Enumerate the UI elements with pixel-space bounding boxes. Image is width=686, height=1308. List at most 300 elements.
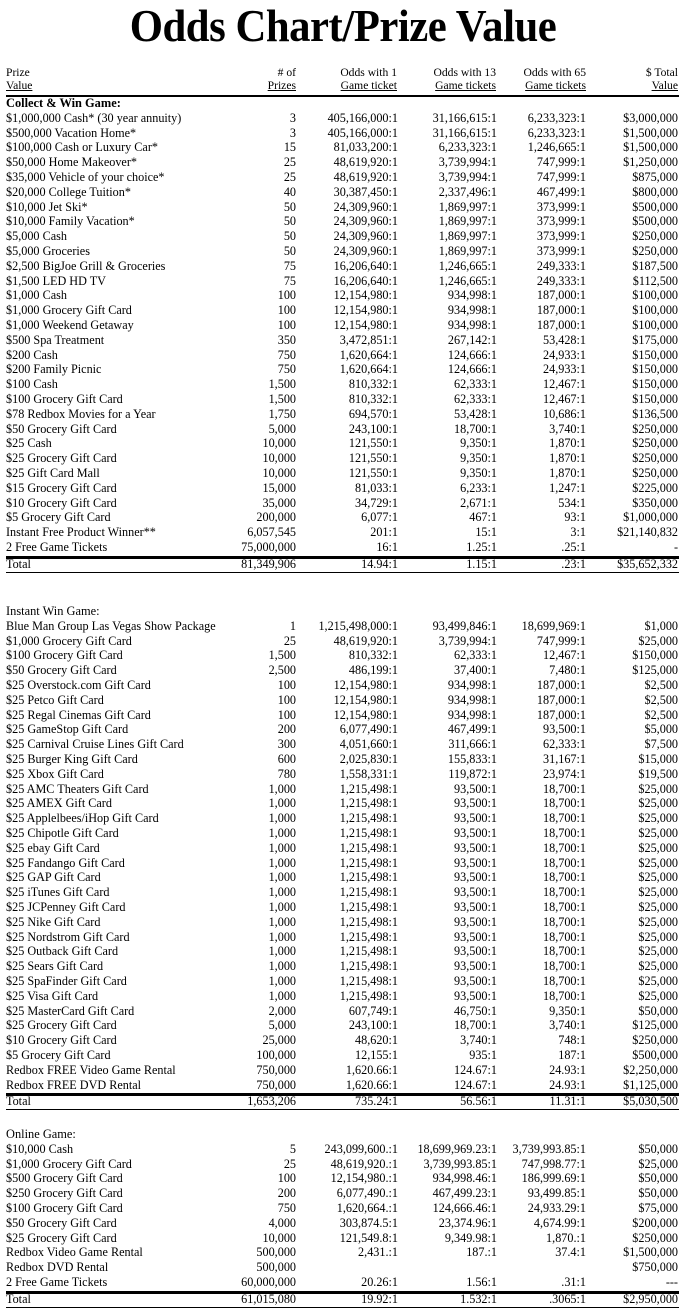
total-value: $50,000 — [638, 1141, 678, 1156]
total-value: $19,500 — [638, 766, 678, 781]
prize-count: 780 — [277, 766, 296, 781]
section-heading: Instant Win Game: — [6, 604, 100, 618]
odds-65: 187,000:1 — [536, 318, 586, 332]
table-row — [0, 678, 686, 693]
prize-count: 750 — [277, 362, 296, 377]
prize-count: 75 — [283, 258, 296, 273]
odds-13: 62,333:1 — [454, 392, 497, 406]
total-value: $50,000 — [638, 1003, 678, 1018]
prize-name: 2 Free Game Tickets — [6, 1275, 108, 1289]
odds-1: 4,051,660:1 — [339, 737, 398, 752]
total-value: $1,000,000 — [623, 510, 678, 525]
odds-1: 20.26:1 — [361, 1275, 398, 1289]
table-row — [0, 1201, 686, 1216]
odds-13: 934,998:1 — [447, 707, 497, 722]
odds-1: 48,619,920:1 — [333, 170, 398, 184]
prize-name: $5 Grocery Gift Card — [6, 1048, 111, 1062]
prize-count: 10,000 — [262, 1230, 296, 1245]
prize-name: $10,000 Jet Ski* — [6, 199, 88, 214]
odds-13: 935:1 — [469, 1048, 497, 1062]
total-value: $150,000 — [632, 377, 678, 392]
total-value: $25,000 — [638, 855, 678, 870]
table-row — [0, 693, 686, 708]
total-row — [0, 1292, 686, 1307]
prize-count: 1,750 — [268, 406, 296, 421]
prize-count: 1,000 — [268, 781, 296, 796]
prize-name: $25 Grocery Gift Card — [6, 1018, 117, 1033]
odds-1: 12,154,980.:1 — [330, 1171, 398, 1186]
odds-1: 1,215,498:1 — [339, 781, 398, 796]
odds-13: 934,998:1 — [447, 318, 497, 332]
table-row — [0, 510, 686, 525]
prize-count: 1,653,206 — [247, 1094, 296, 1109]
total-value: $25,000 — [638, 1156, 678, 1171]
odds-65: 24.93:1 — [549, 1062, 586, 1077]
odds-65: 24,933:1 — [543, 347, 586, 362]
prize-count: 6,057,545 — [247, 525, 296, 540]
odds-65: 187,000:1 — [536, 692, 586, 707]
total-value: $500,000 — [632, 199, 678, 214]
total-value: $100,000 — [632, 288, 678, 303]
prize-count: 2,500 — [268, 663, 296, 678]
prize-name: $1,000 Grocery Gift Card — [6, 303, 132, 318]
prize-name: 2 Free Game Tickets — [6, 540, 108, 554]
prize-count: 200 — [277, 722, 296, 737]
table-row — [0, 663, 686, 678]
total-value: $200,000 — [632, 1215, 678, 1230]
prize-name: $25 Grocery Gift Card — [6, 1230, 117, 1245]
odds-65: 18,699,969:1 — [521, 618, 586, 633]
table-row — [0, 333, 686, 348]
odds-65: 24,933.29:1 — [527, 1201, 586, 1215]
odds-1: 810,332:1 — [348, 392, 398, 406]
prize-count: 750,000 — [256, 1062, 296, 1077]
prize-name: $2,500 BigJoe Grill & Groceries — [6, 258, 166, 273]
prize-count: 3 — [289, 110, 296, 125]
odds-1: 1,215,498:1 — [339, 811, 398, 826]
odds-13: 124,666.46:1 — [432, 1201, 497, 1215]
table-row — [0, 885, 686, 900]
total-value: $250,000 — [632, 244, 678, 258]
prize-count: 1,000 — [268, 796, 296, 811]
odds-1: 24,309,960:1 — [333, 214, 398, 229]
odds-1: 1,215,498:1 — [339, 900, 398, 914]
table-row — [0, 944, 686, 959]
prize-count: 750 — [277, 1201, 296, 1215]
total-value: $25,000 — [638, 826, 678, 840]
prize-count: 100 — [277, 692, 296, 707]
odds-65: 18,700:1 — [543, 929, 586, 944]
table-row — [0, 540, 686, 555]
prize-name: Total — [6, 1291, 31, 1306]
table-row — [0, 1245, 686, 1260]
prize-count: 1,000 — [268, 826, 296, 840]
odds-65: 748:1 — [558, 1033, 586, 1048]
prize-count: 750,000 — [256, 1077, 296, 1092]
table-row — [0, 422, 686, 437]
table-row — [0, 930, 686, 945]
prize-name: $25 Cash — [6, 436, 52, 451]
prize-name: $100,000 Cash or Luxury Car* — [6, 140, 158, 155]
prize-name: $100 Grocery Gift Card — [6, 1201, 123, 1215]
odds-1: 24,309,960:1 — [333, 199, 398, 214]
odds-13: 467,499:1 — [447, 722, 497, 737]
odds-65: 18,700:1 — [543, 796, 586, 811]
odds-65: 1,870.:1 — [546, 1230, 586, 1245]
prize-count: 15 — [283, 140, 296, 155]
total-value: $250,000 — [632, 436, 678, 451]
odds-1: 2,431.:1 — [358, 1245, 398, 1260]
total-value: $150,000 — [632, 347, 678, 362]
odds-13: 93,500:1 — [454, 929, 497, 944]
odds-65: 373,999:1 — [536, 199, 586, 214]
prize-name: $25 SpaFinder Gift Card — [6, 974, 127, 988]
total-value: $250,000 — [632, 466, 678, 480]
odds-65: .3065:1 — [549, 1291, 586, 1306]
table-row — [0, 392, 686, 407]
total-value: $225,000 — [632, 480, 678, 495]
odds-65: 373,999:1 — [536, 244, 586, 258]
odds-1: 12,154,980:1 — [333, 318, 398, 332]
odds-65: 18,700:1 — [543, 855, 586, 870]
odds-1: 1,620,664:1 — [339, 362, 398, 377]
table-row — [0, 185, 686, 200]
table-row — [0, 1142, 686, 1157]
odds-65: 18,700:1 — [543, 811, 586, 826]
odds-1: 810,332:1 — [348, 377, 398, 392]
odds-65: 18,700:1 — [543, 900, 586, 914]
odds-13: 53,428:1 — [454, 406, 497, 421]
table-row — [0, 811, 686, 826]
odds-65: 93:1 — [564, 510, 586, 525]
table-row — [0, 782, 686, 797]
table-row — [0, 466, 686, 481]
odds-13: 3,739,994:1 — [438, 633, 497, 648]
odds-13: 1,869,997:1 — [438, 229, 497, 244]
total-value: $50,000 — [638, 1186, 678, 1201]
prize-name: $50,000 Home Makeover* — [6, 155, 137, 170]
table-row — [0, 111, 686, 126]
prize-name: $500 Spa Treatment — [6, 332, 105, 347]
prize-count: 1,000 — [268, 870, 296, 885]
odds-13: 934,998.46:1 — [432, 1171, 497, 1186]
prize-name: Total — [6, 556, 31, 571]
header-odds-1: Odds with 1 Game ticket — [340, 66, 397, 92]
prize-name: $25 Applelbees/iHop Gift Card — [6, 811, 159, 826]
total-value: $25,000 — [638, 914, 678, 929]
odds-13: 31,166,615:1 — [432, 125, 497, 140]
prize-name: $25 Burger King Gift Card — [6, 752, 138, 766]
prize-count: 1,000 — [268, 944, 296, 959]
odds-65: 23,974:1 — [543, 766, 586, 781]
prize-count: 1,500 — [268, 377, 296, 392]
odds-1: 1,215,498:1 — [339, 974, 398, 988]
prize-name: $25 Carnival Cruise Lines Gift Card — [6, 737, 184, 752]
odds-65: 12,467:1 — [543, 648, 586, 663]
odds-65: 747,999:1 — [536, 170, 586, 184]
odds-13: 119,872:1 — [448, 766, 497, 781]
odds-65: .23:1 — [561, 556, 586, 571]
odds-1: 243,100:1 — [348, 1018, 398, 1033]
total-value: $875,000 — [632, 170, 678, 184]
odds-13: 3,740:1 — [460, 1033, 497, 1048]
prize-name: Redbox DVD Rental — [6, 1260, 109, 1275]
prize-name: $25 Nike Gift Card — [6, 914, 101, 929]
odds-65: 18,700:1 — [543, 914, 586, 929]
odds-13: 467:1 — [469, 510, 497, 525]
odds-65: 18,700:1 — [543, 959, 586, 974]
total-value: $150,000 — [632, 362, 678, 377]
odds-65: 747,998.77:1 — [521, 1156, 586, 1171]
total-value: $25,000 — [638, 944, 678, 959]
table-row — [0, 1004, 686, 1019]
prize-count: 1,000 — [268, 855, 296, 870]
column-header — [0, 66, 686, 96]
odds-65: 18,700:1 — [543, 974, 586, 988]
total-value: $2,250,000 — [623, 1062, 678, 1077]
total-value: $7,500 — [644, 737, 678, 752]
odds-13: 934,998:1 — [447, 692, 497, 707]
odds-13: 267,142:1 — [447, 332, 497, 347]
odds-1: 6,077,490.:1 — [336, 1186, 398, 1201]
prize-name: $100 Grocery Gift Card — [6, 392, 123, 406]
odds-65: 1,870:1 — [549, 466, 586, 480]
prize-count: 25 — [283, 633, 296, 648]
odds-1: 24,309,960:1 — [333, 229, 398, 244]
odds-1: 16:1 — [376, 540, 398, 554]
total-value: $250,000 — [632, 421, 678, 436]
prize-count: 1,000 — [268, 885, 296, 900]
table-row — [0, 1216, 686, 1231]
prize-count: 75 — [283, 273, 296, 288]
odds-1: 1,215,498:1 — [339, 988, 398, 1003]
odds-65: 18,700:1 — [543, 870, 586, 885]
odds-1: 1,215,498:1 — [339, 855, 398, 870]
total-value: $125,000 — [632, 1018, 678, 1033]
table-row — [0, 1078, 686, 1093]
odds-13: 311,666:1 — [448, 737, 497, 752]
header-prize-value: Prize Value — [6, 66, 33, 92]
total-value: $15,000 — [638, 752, 678, 766]
prize-name: $1,000,000 Cash* (30 year annuity) — [6, 110, 182, 125]
total-value: $1,125,000 — [623, 1077, 678, 1092]
odds-1: 1,558,331:1 — [339, 766, 398, 781]
prize-name: $1,500 LED HD TV — [6, 273, 106, 288]
prize-count: 1,000 — [268, 914, 296, 929]
odds-65: 7,480:1 — [549, 663, 586, 678]
total-value: $25,000 — [638, 796, 678, 811]
odds-65: 11.31:1 — [549, 1094, 586, 1109]
prize-name: $35,000 Vehicle of your choice* — [6, 170, 165, 184]
odds-13: 93,500:1 — [454, 811, 497, 826]
odds-1: 1,215,498:1 — [339, 870, 398, 885]
total-value: $21,140,832 — [617, 525, 678, 540]
odds-13: 18,699,969.23:1 — [417, 1141, 497, 1156]
prize-count: 25 — [283, 170, 296, 184]
table-row — [0, 200, 686, 215]
table-row — [0, 752, 686, 767]
section-bottom-rule — [6, 1307, 679, 1308]
prize-name: $500 Grocery Gift Card — [6, 1171, 123, 1186]
prize-count: 60,000,000 — [241, 1275, 296, 1289]
odds-65: 62,333:1 — [543, 737, 586, 752]
table-row — [0, 1033, 686, 1048]
prize-name: $500,000 Vacation Home* — [6, 125, 137, 140]
odds-1: 735.24:1 — [355, 1094, 398, 1109]
table-row — [0, 648, 686, 663]
odds-13: 467,499.23:1 — [432, 1186, 497, 1201]
odds-65: 18,700:1 — [543, 781, 586, 796]
odds-1: 6,077,490:1 — [339, 722, 398, 737]
odds-65: 3,739,993.85:1 — [512, 1141, 586, 1156]
table-row — [0, 619, 686, 634]
odds-1: 121,550:1 — [348, 436, 398, 451]
odds-65: 186,999.69:1 — [521, 1171, 586, 1186]
odds-65: 18,700:1 — [543, 826, 586, 840]
total-value: $100,000 — [632, 303, 678, 318]
prize-name: $25 Outback Gift Card — [6, 944, 119, 959]
prize-count: 100 — [277, 303, 296, 318]
odds-1: 16,206,640:1 — [333, 273, 398, 288]
odds-13: 124.67:1 — [454, 1077, 497, 1092]
total-value: $2,950,000 — [623, 1291, 678, 1306]
prize-name: $20,000 College Tuition* — [6, 184, 131, 199]
prize-count: 1,000 — [268, 988, 296, 1003]
odds-1: 24,309,960:1 — [333, 244, 398, 258]
table-row — [0, 362, 686, 377]
odds-65: .25:1 — [561, 540, 586, 554]
table-row — [0, 737, 686, 752]
odds-1: 201:1 — [370, 525, 398, 540]
odds-13: 934,998:1 — [447, 303, 497, 318]
odds-1: 1,215,498:1 — [339, 959, 398, 974]
odds-1: 121,550:1 — [348, 451, 398, 466]
page-title: Odds Chart/Prize Value — [129, 1, 557, 51]
odds-13: 1.25:1 — [466, 540, 497, 554]
table-row — [0, 708, 686, 723]
odds-1: 694,570:1 — [348, 406, 398, 421]
odds-13: 62,333:1 — [454, 648, 497, 663]
odds-65: 18,700:1 — [543, 885, 586, 900]
prize-name: $25 Petco Gift Card — [6, 692, 104, 707]
total-value: $25,000 — [638, 974, 678, 988]
total-value: $100,000 — [632, 318, 678, 332]
odds-1: 48,619,920:1 — [333, 155, 398, 170]
prize-name: $200 Cash — [6, 347, 58, 362]
odds-13: 93,500:1 — [454, 885, 497, 900]
total-value: $25,000 — [638, 840, 678, 855]
section-bottom-rule — [6, 572, 679, 573]
table-row — [0, 525, 686, 540]
odds-13: 93,500:1 — [454, 870, 497, 885]
odds-65: 9,350:1 — [549, 1003, 586, 1018]
prize-count: 100 — [277, 318, 296, 332]
total-value: $1,500,000 — [623, 1245, 678, 1260]
total-value: $25,000 — [638, 633, 678, 648]
table-row — [0, 870, 686, 885]
total-value: $1,500,000 — [623, 125, 678, 140]
prize-count: 50 — [283, 214, 296, 229]
prize-count: 4,000 — [268, 1215, 296, 1230]
table-row — [0, 900, 686, 915]
odds-1: 1,215,498:1 — [339, 914, 398, 929]
odds-1: 30,387,450:1 — [333, 184, 398, 199]
odds-1: 48,619,920.:1 — [330, 1156, 398, 1171]
odds-13: 62,333:1 — [454, 377, 497, 392]
odds-65: 37.4:1 — [555, 1245, 586, 1260]
prize-count: 5,000 — [268, 1018, 296, 1033]
odds-1: 16,206,640:1 — [333, 258, 398, 273]
prize-name: $10,000 Cash — [6, 1141, 74, 1156]
prize-name: $50 Grocery Gift Card — [6, 421, 117, 436]
total-value: $25,000 — [638, 988, 678, 1003]
prize-name: $25 GAP Gift Card — [6, 870, 101, 885]
total-value: $125,000 — [632, 663, 678, 678]
prize-count: 5 — [289, 1141, 296, 1156]
prize-count: 500,000 — [256, 1245, 296, 1260]
odds-13: 1.56:1 — [466, 1275, 497, 1289]
odds-1: 1,620,664.:1 — [336, 1201, 398, 1215]
odds-65: 3,740:1 — [549, 1018, 586, 1033]
odds-13: 93,500:1 — [454, 914, 497, 929]
odds-13: 9,350:1 — [460, 466, 497, 480]
prize-name: $25 GameStop Gift Card — [6, 722, 129, 737]
odds-65: 18,700:1 — [543, 988, 586, 1003]
prize-count: 100,000 — [256, 1048, 296, 1062]
table-row — [0, 126, 686, 141]
table-row — [0, 318, 686, 333]
prize-count: 10,000 — [262, 451, 296, 466]
prize-name: $25 Sears Gift Card — [6, 959, 104, 974]
prize-name: $25 iTunes Gift Card — [6, 885, 110, 900]
prize-count: 25,000 — [262, 1033, 296, 1048]
table-row — [0, 155, 686, 170]
odds-13: 1.532:1 — [460, 1291, 497, 1306]
odds-65: 6,233,323:1 — [527, 110, 586, 125]
odds-13: 934,998:1 — [447, 288, 497, 303]
total-value: $800,000 — [632, 184, 678, 199]
total-row — [0, 1094, 686, 1109]
table-row — [0, 303, 686, 318]
odds-13: 1,869,997:1 — [438, 244, 497, 258]
table-row — [0, 634, 686, 649]
total-value: $175,000 — [632, 332, 678, 347]
total-value: $1,500,000 — [623, 140, 678, 155]
section-heading: Collect & Win Game: — [6, 96, 121, 110]
prize-name: $1,000 Cash — [6, 288, 67, 303]
prize-count: 1,500 — [268, 392, 296, 406]
table-row — [0, 915, 686, 930]
table-row — [0, 481, 686, 496]
prize-count: 500,000 — [256, 1260, 296, 1275]
odds-65: 1,246,665:1 — [527, 140, 586, 155]
total-value: $1,250,000 — [623, 155, 678, 170]
odds-13: 93,500:1 — [454, 855, 497, 870]
table-row — [0, 826, 686, 841]
table-row — [0, 1171, 686, 1186]
table-row — [0, 1048, 686, 1063]
prize-name: Redbox Video Game Rental — [6, 1245, 143, 1260]
total-value: $3,000,000 — [623, 110, 678, 125]
odds-1: 1,215,498:1 — [339, 929, 398, 944]
odds-13: 93,500:1 — [454, 988, 497, 1003]
odds-1: 486,199:1 — [348, 663, 398, 678]
odds-65: 24.93:1 — [549, 1077, 586, 1092]
total-value: $25,000 — [638, 959, 678, 974]
prize-name: Redbox FREE Video Game Rental — [6, 1062, 176, 1077]
odds-13: 46,750:1 — [454, 1003, 497, 1018]
prize-name: $10 Grocery Gift Card — [6, 495, 117, 510]
